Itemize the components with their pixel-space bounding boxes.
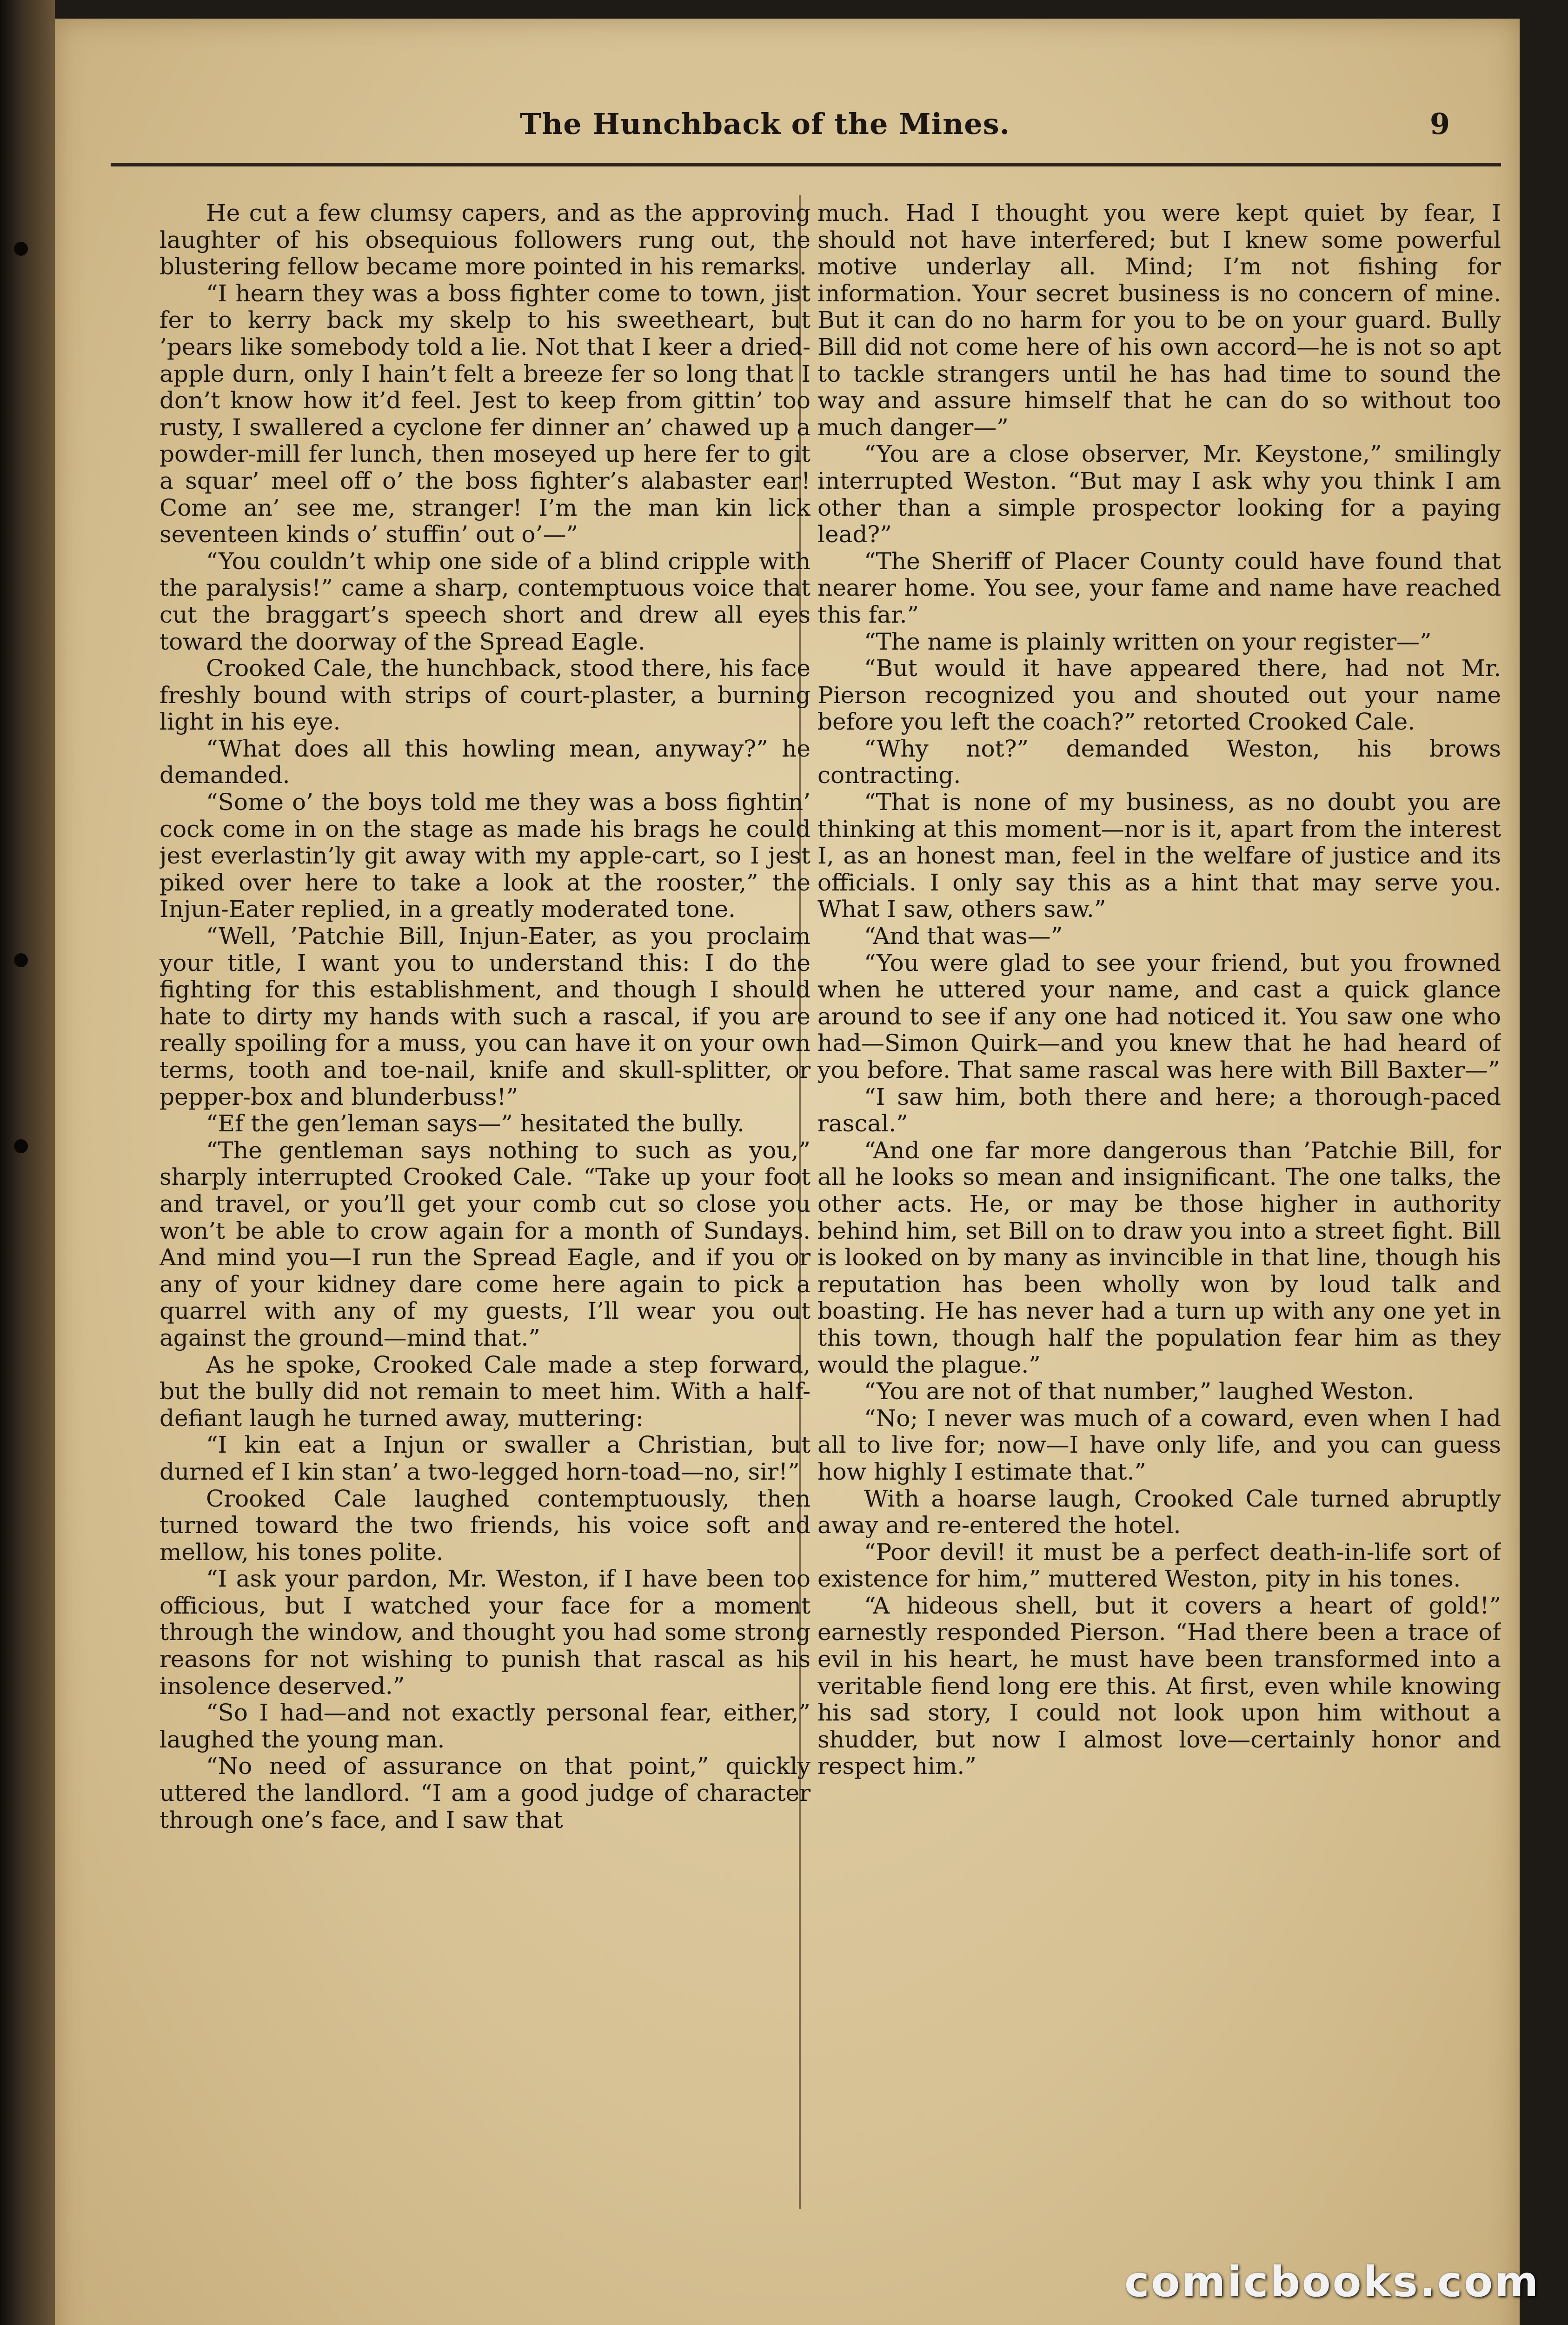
binding-hole [14, 953, 28, 967]
paragraph: “The name is plainly written on your register—” [864, 628, 1432, 655]
paragraph: As he spoke, Crooked Cale made a step forward, but the bully did not remain to meet him. With a half-defiant laugh he turned away, muttering: [159, 1351, 811, 1432]
paragraph: “A hideous shell, but it covers a heart of gold!” earnestly responded Pierson. “Had there been a trace of evil in his heart, he must have been transformed into a veritable fiend long ere this. At first, even while knowing his sad story, I could not look upon him without a shudder, but now I almost love—certainly honor and respect him.” [817, 1592, 1501, 1780]
paragraph: “I hearn they was a boss fighter come to town, jist fer to kerry back my skelp to his sweetheart, but ’pears like somebody told a lie. Not that I keer a dried-apple durn, only I hain’t felt a breeze fer so long that I don’t know how it’d feel. Jest to keep from gittin’ too rusty, I swallered a cyclone fer dinner an’ chawed up a powder-mill fer lunch, then moseyed up here fer to git a squar’ meel off o’ the boss fighter’s alabaster ear! Come an’ see me, stranger! I’m the man kin lick seventeen kinds o’ stuffin’ out o’—” [159, 279, 811, 548]
header-rule [111, 163, 1501, 166]
paragraph: “You couldn’t whip one side of a blind cripple with the paralysis!” came a sharp, contemptuous voice that cut the braggart’s speech short and drew all eyes toward the doorway of the Spread Eagle. [159, 547, 811, 655]
paragraph: “The Sheriff of Placer County could have found that nearer home. You see, your fame and name have reached this far.” [817, 547, 1501, 628]
paragraph: “What does all this howling mean, anyway?” he demanded. [159, 735, 811, 789]
site-watermark: comicbooks.com [1124, 2258, 1540, 2306]
binding-hole [14, 242, 28, 256]
paragraph: “So I had—and not exactly personal fear, either,” laughed the young man. [159, 1699, 811, 1753]
book-spine [0, 0, 55, 2325]
paragraph: Crooked Cale, the hunchback, stood there, his face freshly bound with strips of court-plaster, a burning light in his eye. [159, 655, 811, 736]
paragraph: “You are not of that number,” laughed Weston. [864, 1378, 1415, 1405]
paragraph: “The gentleman says nothing to such as you,” sharply interrupted Crooked Cale. “Take up your foot and travel, or you’ll get your comb cut so close you won’t be able to crow again for a month of Sundays. And mind you—I run the Spread Eagle, and if you or any of your kidney dare come here again to pick a quarrel with any of my guests, I’ll wear you out against the ground—mind that.” [159, 1136, 811, 1351]
paragraph: “Some o’ the boys told me they was a boss fightin’ cock come in on the stage as made his brags he could jest everlastin’ly git away with my apple-cart, so I jest piked over here to take a look at the rooster,” the Injun-Eater replied, in a greatly moderated tone. [159, 789, 811, 923]
paragraph: “But would it have appeared there, had not Mr. Pierson recognized you and shouted out your name before you left the coach?” retorted Crooked Cale. [817, 655, 1501, 736]
paragraph: “That is none of my business, as no doubt you are thinking at this moment—nor is it, apart from the interest I, as an honest man, feel in the welfare of justice and its officials. I only say this as a hint that may serve you. What I saw, others saw.” [817, 789, 1501, 923]
binding-hole [14, 1139, 28, 1153]
paragraph: “Poor devil! it must be a perfect death-in-life sort of existence for him,” muttered Weston, pity in his tones. [817, 1538, 1501, 1593]
paragraph: “You were glad to see your friend, but you frowned when he uttered your name, and cast a quick glance around to see if any one had noticed it. You saw one who had—Simon Quirk—and you knew that he had heard of you before. That same rascal was here with Bill Baxter—” [817, 949, 1501, 1083]
paragraph: “Why not?” demanded Weston, his brows contracting. [817, 735, 1501, 789]
left-column [159, 200, 811, 2199]
paragraph: “I ask your pardon, Mr. Weston, if I have been too officious, but I watched your face for a moment through the window, and thought you had some strong reasons for not wishing to punish that rascal as his insolence deserved.” [159, 1565, 811, 1700]
page-number: 9 [1429, 107, 1450, 141]
right-column [817, 200, 1501, 2199]
paragraph: “You are a close observer, Mr. Keystone,” smilingly interrupted Weston. “But may I ask why you think I am other than a simple prospector looking for a paying lead?” [817, 440, 1501, 548]
page-title: The Hunchback of the Mines. [520, 107, 1010, 141]
paragraph: “I saw him, both there and here; a thorough-paced rascal.” [817, 1083, 1501, 1137]
paragraph: “No need of assurance on that point,” quickly uttered the landlord. “I am a good judge of character through one’s face, and I saw that [159, 1753, 811, 1833]
paragraph: He cut a few clumsy capers, and as the approving laughter of his obsequious followers rung out, the blustering fellow became more pointed in his remarks. [159, 200, 811, 280]
paragraph: “No; I never was much of a coward, even when I had all to live for; now—I have only life, and you can guess how highly I estimate that.” [817, 1404, 1501, 1485]
paragraph: “I kin eat a Injun or swaller a Christian, but durned ef I kin stan’ a two-legged horn-toad—no, sir!” [159, 1431, 811, 1485]
paragraph: Crooked Cale laughed contemptuously, then turned toward the two friends, his voice soft and mellow, his tones polite. [159, 1485, 811, 1566]
page-sheet [55, 19, 1520, 2325]
paragraph: “And one far more dangerous than ’Patchie Bill, for all he looks so mean and insignificant. The one talks, the other acts. He, or may be those higher in authority behind him, set Bill on to draw you into a street fight. Bill is looked on by many as invincible in that line, though his reputation has been wholly won by loud talk and boasting. He has never had a turn up with any one yet in this town, though half the population fear him as they would the plague.” [817, 1136, 1501, 1378]
paragraph: much. Had I thought you were kept quiet by fear, I should not have interfered; but I knew some powerful motive underlay all. Mind; I’m not fishing for information. Your secret business is no concern of mine. But it can do no harm for you to be on your guard. Bully Bill did not come here of his own accord—he is not so apt to tackle strangers until he has had time to sound the way and assure himself that he can do so without too much danger—” [817, 200, 1501, 441]
running-header [520, 107, 1450, 158]
paragraph: “Ef the gen’leman says—” hesitated the bully. [206, 1110, 745, 1137]
paragraph: “Well, ’Patchie Bill, Injun-Eater, as you proclaim your title, I want you to understand this: I do the fighting for this establishment, and though I should hate to dirty my hands with such a rascal, if you are really spoiling for a muss, you can have it on your own terms, tooth and toe-nail, knife and skull-splitter, or pepper-box and blunderbuss!” [159, 923, 811, 1110]
paragraph: With a hoarse laugh, Crooked Cale turned abruptly away and re-entered the hotel. [817, 1485, 1501, 1539]
paragraph: “And that was—” [864, 923, 1063, 950]
